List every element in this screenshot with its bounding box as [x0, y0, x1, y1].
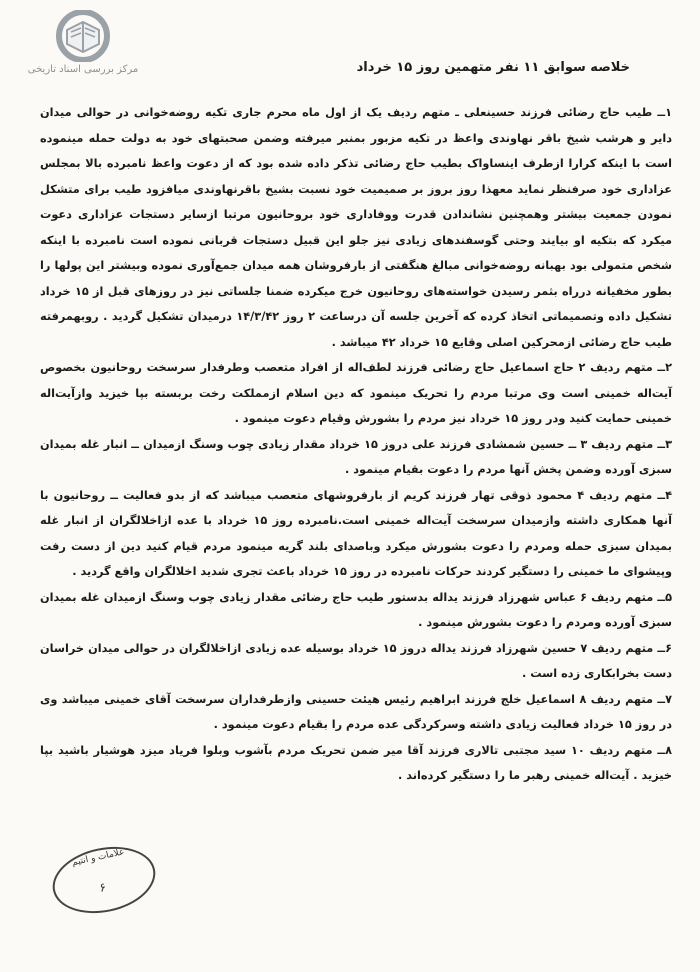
stamp-sign: ۶ [98, 879, 108, 895]
paragraph-8: ۸ــ متهم ردیف ۱۰ سید مجتبی تالاری فرزند آقا میر ضمن تحریک مردم بآشوب وبلوا فریاد میزد هوشیار باشید بپا خیزید . آیت‌اله خمینی رهبر ما را دستگیر کرده‌اند . [40, 743, 672, 782]
paragraph-5: ۵ــ متهم ردیف ۶ عباس شهرزاد فرزند یداله بدستور طیب حاج رضائی مقدار زیادی چوب وسنگ ازمیدان غله بمیدان سبزی آورده ومردم را دعوت بشورش مینمود . [40, 590, 672, 629]
paragraph-2: ۲ــ متهم ردیف ۲ حاج اسماعیل حاج رضائی فرزند لطف‌اله از افراد متعصب وطرفدار سرسخت روحانیون بخصوص آیت‌اله خمینی است وی مرتبا مردم را تحریک مینمود که دین اسلام ازمملکت رخت بربسته بپا خیزید وازآیت‌اله خمینی حمایت کنید ودر روز ۱۵ خرداد نیز مردم را بشورش وقیام دعوت مینمود . [40, 361, 672, 425]
archive-book-icon [53, 10, 113, 62]
stamp-text: علامات و انتیم [71, 847, 126, 869]
paragraph-7: ۷ــ متهم ردیف ۸ اسماعیل خلج فرزند ابراهیم رئیس هیئت حسینی وازطرفداران سرسخت آقای خمینی میباشد وی در روز ۱۵ خرداد فعالیت زیادی داشته وسرکردگی عده مردم را بقیام دعوت مینمود . [40, 692, 672, 731]
paragraph-4: ۴ــ متهم ردیف ۴ محمود ذوقی تهار فرزند کریم از بارفروشهای متعصب میباشد که از بدو فعالیت ــ روحانیون با آنها همکاری داشته وازمیدان سرسخت آیت‌اله خمینی است.نامبرده روز ۱۵ خرداد با عده ازاخلالگران از انبار غله بمیدان سبزی حمله ومردم را دعوت بشورش میکرد وباصدای بلند گریه مینمود مردم قیام کنید دین از دست رفت وپیشوای ما خمینی را دستگیر کردند حرکات نامبرده در روز ۱۵ خرداد باعث تجری شدید اخلالگران واقع گردید . [40, 488, 672, 578]
logo-caption: مرکز بررسی اسناد تاریخی [27, 64, 139, 75]
document-body [40, 100, 672, 882]
paragraph-1: ۱ــ طیب حاج رضائی فرزند حسینعلی ـ متهم ردیف یک از اول ماه محرم جاری تکیه روضه‌خوانی در حوالی میدان دایر و هرشب شیخ باقر نهاوندی واعظ در تکیه مزبور بمنبر میرفته وضمن صحبتهای خود به دولت حمله مینموده است با اینکه کرارا ازطرف اینساواک بطیب حاج رضائی تذکر داده شده بود که از دعوت واعظ نامبرده بالا بمجلس عزاداری خود صرفنظر نماید معهذا روز بروز بر صمیمیت خود نسبت بشیخ باقرنهاوندی میافزود طیب برای متشکل نمودن جمعیت بیشتر وهمچنین نشاندادن قدرت ووفاداری خود بروحانیون مرتبا ازسایر دستجات عزاداری دعوت میکرد که بتکیه او بیایند وحتی گوسفندهای زیادی نیز جلو این قبیل دستجات قربانی نموده است نامبرده با اینکه شخص متمولی بود بهبانه روضه‌خوانی مبالغ هنگفتی از بارفروشان همه میدان جمع‌آوری نموده وبیشتر این پولها را بطور مخفیانه درراه بثمر رسیدن خواسته‌های روحانیون خرج میکرده ضمنا جلساتی نیز در روزهای قبل از ۱۵ خرداد تشکیل داده وتصمیماتی اتخاذ کرده که آخرین جلسه آن درساعت ۲ روز ۱۴/۳/۴۲ درمیدان تشکیل گردید . روبهمرفته طیب حاج رضائی ازمحرکین اصلی وقایع ۱۵ خرداد ۴۲ میباشد . [40, 106, 672, 349]
paragraph-3: ۳ــ متهم ردیف ۳ ــ حسین شمشادی فرزند علی دروز ۱۵ خرداد مقدار زیادی چوب وسنگ ازمیدان ــ انبار غله بمیدان سبزی آورده وضمن پخش آنها مردم را دعوت بقیام مینمود . [40, 437, 672, 476]
document-title: خلاصه سوابق ۱۱ نفر متهمین روز ۱۵ خرداد [356, 60, 630, 75]
archive-logo [8, 10, 158, 80]
paragraph-6: ۶ــ متهم ردیف ۷ حسین شهرزاد فرزند یداله دروز ۱۵ خرداد بوسیله عده زیادی ازاخلالگران در حوالی میدان خراسان دست بخرابکاری زده است . [40, 641, 672, 680]
